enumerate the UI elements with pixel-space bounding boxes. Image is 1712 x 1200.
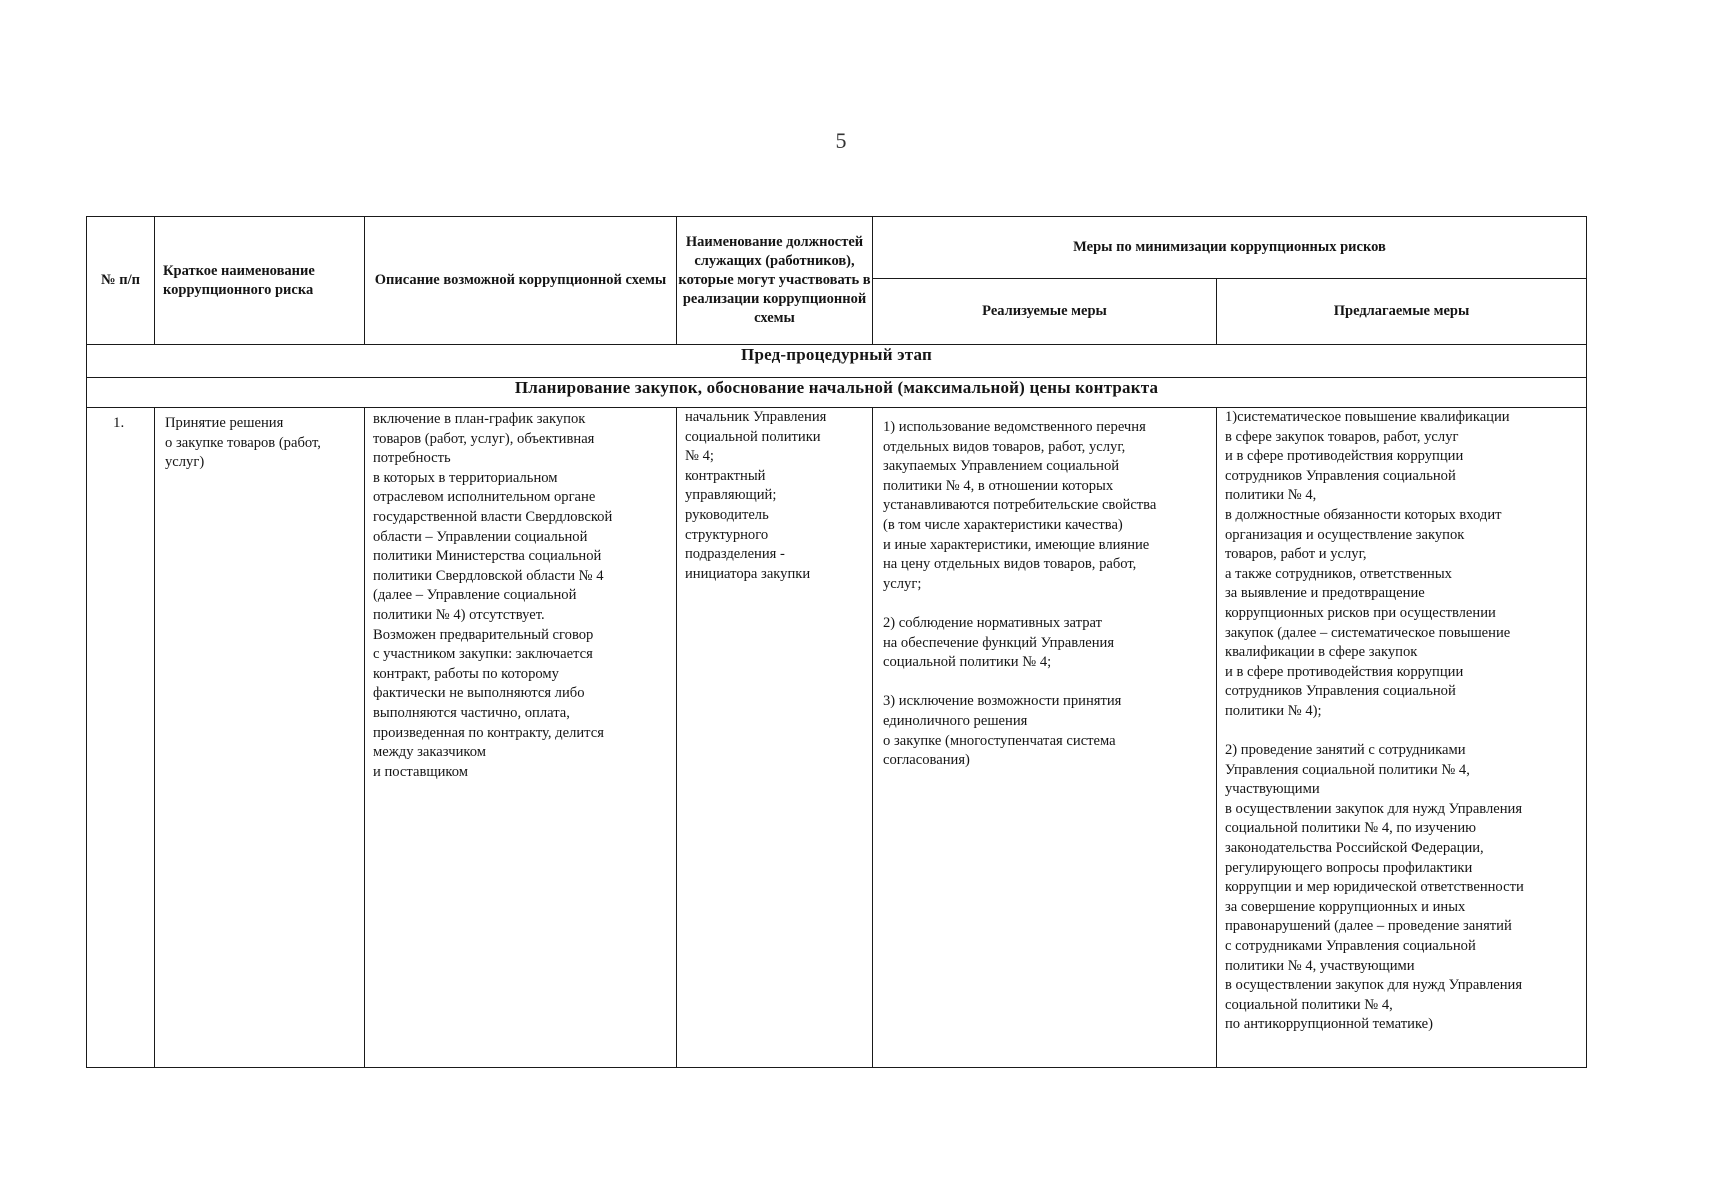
scheme-line: государственной власти Свердловской bbox=[373, 508, 613, 525]
implemented-line: согласования) bbox=[883, 752, 970, 769]
scheme-line: отраслевом исполнительном органе bbox=[373, 489, 596, 506]
implemented-line: политики № 4, в отношении которых bbox=[883, 477, 1114, 494]
proposed-line: закупок (далее – систематическое повышение bbox=[1225, 624, 1511, 641]
implemented-line: единоличного решения bbox=[883, 712, 1028, 729]
scheme-line: Возможен предварительный сговор bbox=[373, 626, 594, 643]
header-scheme-description: Описание возможной коррупционной схемы bbox=[365, 217, 677, 345]
proposed-line: регулирующего вопросы профилактики bbox=[1225, 859, 1473, 876]
scheme-line: и поставщиком bbox=[373, 763, 468, 780]
scheme-line: в которых в территориальном bbox=[373, 469, 558, 486]
proposed-line: за выявление и предотвращение bbox=[1225, 585, 1425, 602]
officials-line: социальной политики bbox=[685, 428, 821, 445]
scheme-line: политики Свердловской области № 4 bbox=[373, 567, 604, 584]
implemented-line: на цену отдельных видов товаров, работ, bbox=[883, 556, 1137, 573]
officials-cell bbox=[677, 408, 873, 1068]
header-officials: Наименование должностей служащих (работников), которые могут участвовать в реализации коррупционной схемы bbox=[677, 217, 873, 345]
scheme-line: фактически не выполняются либо bbox=[373, 685, 585, 702]
proposed-line: за совершение коррупционных и иных bbox=[1225, 898, 1466, 915]
officials-line: № 4; bbox=[685, 448, 714, 465]
scheme-line: области – Управлении социальной bbox=[373, 528, 588, 545]
risk-line: о закупке товаров (работ, bbox=[165, 434, 321, 451]
row-number: 1. bbox=[87, 408, 155, 1068]
implemented-line: 1) использование ведомственного перечня bbox=[883, 419, 1146, 435]
proposed-line: товаров, работ и услуг, bbox=[1225, 546, 1367, 563]
proposed-line: политики № 4, bbox=[1225, 487, 1317, 504]
header-implemented-measures: Реализуемые меры bbox=[873, 279, 1217, 345]
implemented-measures-cell bbox=[873, 408, 1217, 1068]
officials-line: инициатора закупки bbox=[685, 565, 811, 582]
proposed-line: политики № 4, участвующими bbox=[1225, 957, 1415, 974]
page-number: 5 bbox=[835, 128, 847, 153]
proposed-line: в осуществлении закупок для нужд Управления bbox=[1225, 977, 1523, 994]
scheme-description-cell bbox=[365, 408, 677, 1068]
proposed-line: в осуществлении закупок для нужд Управления bbox=[1225, 800, 1523, 817]
proposed-line: 2) проведение занятий с сотрудниками bbox=[1225, 742, 1466, 759]
paragraph-gap bbox=[883, 594, 1216, 614]
officials-line: управляющий; bbox=[685, 487, 777, 504]
implemented-line: устанавливаются потребительские свойства bbox=[883, 497, 1157, 514]
officials-line: подразделения - bbox=[685, 546, 785, 563]
header-row-1 bbox=[87, 217, 1587, 279]
officials-line: руководитель bbox=[685, 506, 769, 523]
header-risk-name: Краткое наименование коррупционного риска bbox=[155, 217, 365, 345]
proposed-line: с сотрудниками Управления социальной bbox=[1225, 938, 1476, 955]
implemented-line: услуг; bbox=[883, 575, 922, 592]
proposed-line: правонарушений (далее – проведение занятий bbox=[1225, 918, 1512, 935]
scheme-line: между заказчиком bbox=[373, 744, 486, 761]
implemented-line: на обеспечение функций Управления bbox=[883, 634, 1115, 651]
proposed-line: в сфере закупок товаров, работ, услуг bbox=[1225, 428, 1459, 445]
risk-name-cell bbox=[155, 408, 365, 1068]
implemented-line: о закупке (многоступенчатая система bbox=[883, 732, 1116, 749]
risk-line: Принятие решения bbox=[165, 415, 284, 431]
scheme-line: с участником закупки: заключается bbox=[373, 646, 593, 663]
table-row bbox=[87, 408, 1587, 1068]
scheme-line: контракт, работы по которому bbox=[373, 665, 559, 682]
header-measures: Меры по минимизации коррупционных рисков bbox=[873, 217, 1587, 279]
implemented-line: и иные характеристики, имеющие влияние bbox=[883, 536, 1150, 553]
officials-line: контрактный bbox=[685, 467, 766, 484]
substage-title: Планирование закупок, обоснование начальной (максимальной) цены контракта bbox=[87, 378, 1587, 408]
proposed-line: участвующими bbox=[1225, 781, 1320, 798]
scheme-line: потребность bbox=[373, 450, 451, 467]
scheme-line: товаров (работ, услуг), объективная bbox=[373, 430, 595, 447]
implemented-line: закупаемых Управлением социальной bbox=[883, 458, 1120, 475]
proposed-line: квалификации в сфере закупок bbox=[1225, 644, 1418, 661]
proposed-line: социальной политики № 4, по изучению bbox=[1225, 820, 1477, 837]
proposed-line: организация и осуществление закупок bbox=[1225, 526, 1465, 543]
proposed-line: законодательства Российской Федерации, bbox=[1225, 840, 1484, 857]
scheme-line: политики Министерства социальной bbox=[373, 548, 602, 565]
substage-row bbox=[87, 378, 1587, 408]
officials-line: начальник Управления bbox=[685, 409, 827, 425]
scheme-line: политики № 4) отсутствует. bbox=[373, 606, 545, 623]
proposed-line: сотрудников Управления социальной bbox=[1225, 683, 1456, 700]
proposed-line: сотрудников Управления социальной bbox=[1225, 467, 1456, 484]
implemented-line: социальной политики № 4; bbox=[883, 654, 1052, 671]
proposed-line: политики № 4); bbox=[1225, 702, 1322, 719]
implemented-line: 3) исключение возможности принятия bbox=[883, 693, 1122, 710]
corruption-risk-table bbox=[86, 216, 1587, 1068]
scheme-line: включение в план-график закупок bbox=[373, 411, 586, 427]
proposed-line: Управления социальной политики № 4, bbox=[1225, 761, 1470, 778]
officials-line: структурного bbox=[685, 526, 769, 543]
header-number: № п/п bbox=[87, 217, 155, 345]
proposed-line: и в сфере противодействия коррупции bbox=[1225, 663, 1464, 680]
header-proposed-measures: Предлагаемые меры bbox=[1217, 279, 1587, 345]
proposed-measures-cell bbox=[1217, 408, 1587, 1068]
proposed-line: по антикоррупционной тематике) bbox=[1225, 1016, 1434, 1033]
risk-line: услуг) bbox=[165, 454, 205, 471]
stage-title: Пред-процедурный этап bbox=[87, 345, 1587, 378]
proposed-line: 1)систематическое повышение квалификации bbox=[1225, 409, 1510, 425]
proposed-line: социальной политики № 4, bbox=[1225, 996, 1393, 1013]
scheme-line: выполняются частично, оплата, bbox=[373, 704, 570, 721]
proposed-line: и в сфере противодействия коррупции bbox=[1225, 448, 1464, 465]
paragraph-gap bbox=[883, 673, 1216, 693]
proposed-line: коррупции и мер юридической ответственности bbox=[1225, 879, 1524, 896]
scheme-line: (далее – Управление социальной bbox=[373, 587, 577, 604]
implemented-line: отдельных видов товаров, работ, услуг, bbox=[883, 438, 1126, 455]
implemented-line: (в том числе характеристики качества) bbox=[883, 516, 1123, 533]
proposed-line: а также сотрудников, ответственных bbox=[1225, 565, 1452, 582]
proposed-line: коррупционных рисков при осуществлении bbox=[1225, 604, 1496, 621]
proposed-line: в должностные обязанности которых входит bbox=[1225, 506, 1502, 523]
scheme-line: произведенная по контракту, делится bbox=[373, 724, 604, 741]
stage-row bbox=[87, 345, 1587, 378]
implemented-line: 2) соблюдение нормативных затрат bbox=[883, 614, 1102, 631]
paragraph-gap bbox=[1225, 722, 1586, 742]
